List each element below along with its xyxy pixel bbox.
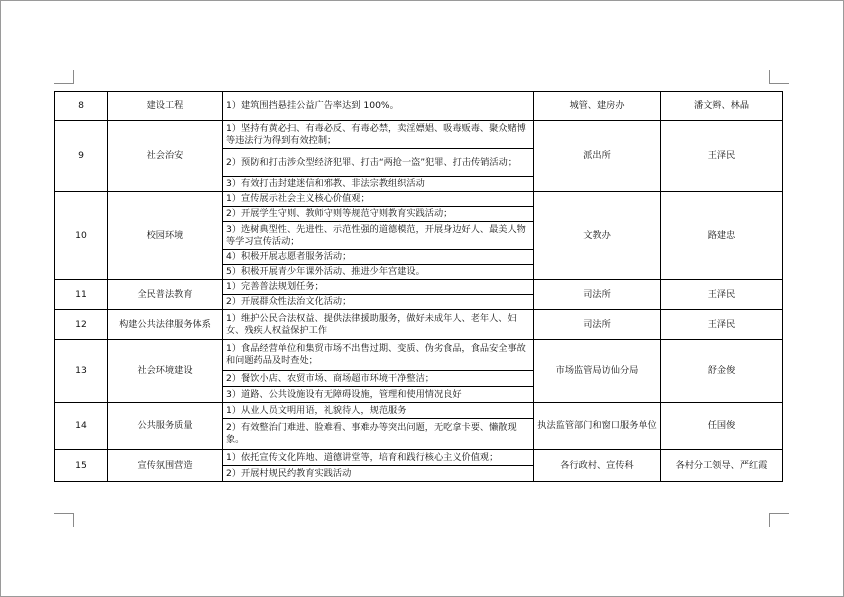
lead-cell: 任国俊 [661,403,783,450]
dept-cell: 派出所 [534,121,661,192]
lead-cell: 舒金俊 [661,340,783,403]
crop-mark-bottom-right-h [769,513,789,514]
row-number: 14 [55,403,108,450]
crop-mark-top-right-h [769,83,789,84]
dept-cell: 司法所 [534,310,661,340]
table-row [55,450,783,466]
dept-cell: 司法所 [534,280,661,310]
crop-mark-top-left-v [73,70,74,84]
lead-cell: 王泽民 [661,121,783,192]
dept-cell: 市场监管局访仙分局 [534,340,661,403]
lead-cell: 各村分工领导、严红霞 [661,450,783,482]
lead-cell: 王泽民 [661,280,783,310]
table-row [55,340,783,371]
item-cell: 公共服务质量 [108,403,223,450]
table-row [55,121,783,149]
item-cell: 宣传氛围营造 [108,450,223,482]
crop-mark-top-right-v [769,70,770,84]
task-cell: 1）建筑围挡悬挂公益广告率达到 100%。 [223,92,534,121]
crop-mark-bottom-right-v [769,513,770,527]
task-cell: 2）预防和打击涉众型经济犯罪、打击“两抢一盗”犯罪、打击传销活动； [223,149,534,177]
task-cell: 3）道路、公共设施设有无障碍设施，管理和使用情况良好 [223,387,534,403]
row-number: 10 [55,192,108,280]
table-row [55,192,783,207]
crop-mark-top-left-h [54,83,74,84]
dept-cell: 城管、建房办 [534,92,661,121]
dept-cell: 各行政村、宣传科 [534,450,661,482]
task-cell: 1）完善普法规划任务； [223,280,534,295]
table-row [55,280,783,295]
crop-mark-bottom-left-h [54,513,74,514]
task-cell: 3）有效打击封建迷信和邪教、非法宗教组织活动 [223,177,534,192]
task-cell: 2）开展学生守则、教师守则等规范守则教育实践活动； [223,207,534,222]
table-row [55,310,783,340]
task-cell: 4）积极开展志愿者服务活动； [223,250,534,265]
task-cell: 3）选树典型性、先进性、示范性强的道德模范，开展身边好人、最美人物等学习宣传活动； [223,222,534,250]
task-cell: 1）宣传展示社会主义核心价值观； [223,192,534,207]
item-cell: 全民普法教育 [108,280,223,310]
task-cell: 2）餐饮小店、农贸市场、商场超市环境干净整洁； [223,371,534,387]
task-cell: 1）从业人员文明用语，礼貌待人，规范服务 [223,403,534,419]
item-cell: 校园环境 [108,192,223,280]
row-number: 13 [55,340,108,403]
task-cell: 1）维护公民合法权益、提供法律援助服务，做好未成年人、老年人、妇女、残疾人权益保护工作 [223,310,534,340]
dept-cell: 文教办 [534,192,661,280]
row-number: 9 [55,121,108,192]
task-cell: 5）积极开展青少年课外活动、推进少年宫建设。 [223,265,534,280]
lead-cell: 路建忠 [661,192,783,280]
table-row [55,92,783,121]
item-cell: 社会治安 [108,121,223,192]
task-cell: 2）开展群众性法治文化活动； [223,295,534,310]
row-number: 12 [55,310,108,340]
lead-cell: 潘文辫、林晶 [661,92,783,121]
table-row [55,403,783,419]
crop-mark-bottom-left-v [73,513,74,527]
item-cell: 建设工程 [108,92,223,121]
task-cell: 1）依托宣传文化阵地、道德讲堂等，培育和践行核心主义价值观； [223,450,534,466]
task-cell: 2）有效整治门难进、脸难看、事难办等突出问题，无吃拿卡要、懒散现象。 [223,419,534,450]
task-cell: 2）开展村规民约教育实践活动 [223,466,534,482]
lead-cell: 王泽民 [661,310,783,340]
row-number: 11 [55,280,108,310]
row-number: 8 [55,92,108,121]
item-cell: 构建公共法律服务体系 [108,310,223,340]
task-cell: 1）坚持有黄必扫、有毒必反、有毒必禁，卖淫嫖娼、吸毒贩毒、聚众赌博等违法行为得到有效控制； [223,121,534,149]
task-table [54,91,783,482]
task-cell: 1）食品经营单位和集贸市场不出售过期、变质、伪劣食品，食品安全事故和问题药品及时查处； [223,340,534,371]
row-number: 15 [55,450,108,482]
dept-cell: 执法监管部门和窗口服务单位 [534,403,661,450]
item-cell: 社会环境建设 [108,340,223,403]
